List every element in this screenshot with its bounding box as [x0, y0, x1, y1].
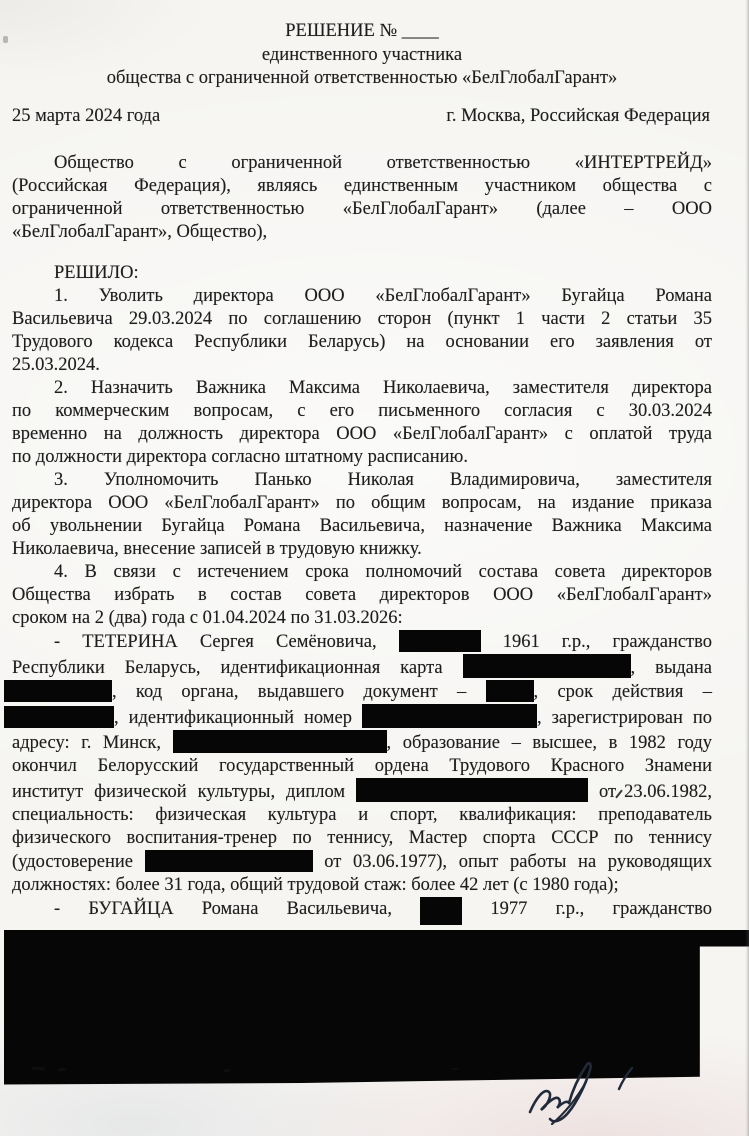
scan-artifact [224, 1069, 230, 1072]
text-line: институт физической культуры, диплом от 23.06.1982, [12, 778, 712, 804]
text-line: Трудового кодекса Республики Беларусь) на основании его заявления от [12, 331, 712, 352]
scan-artifact [58, 1068, 66, 1071]
dateline-date: 25 марта 2024 года [12, 105, 161, 126]
text-line: 2. Назначить Важника Максима Николаевича, заместителя директора [54, 377, 712, 398]
text-line: 3. Уполномочить Панько Николая Владимировича, заместителя [54, 469, 712, 490]
text-line: (Российская Федерация), являясь единственным участником общества с [12, 175, 712, 196]
text-line: - ТЕТЕРИНА Сергея Семёновича, 1961 г.р., гражданство [54, 631, 712, 652]
signature-stroke [550, 1063, 591, 1121]
scan-artifact [32, 1067, 45, 1070]
member-bugayets [12, 897, 712, 925]
item-2 [12, 377, 712, 469]
preamble [12, 152, 712, 244]
dateline [12, 105, 712, 128]
item-4 [12, 561, 712, 630]
redaction-box [399, 630, 481, 652]
text-line: временно на должность директора ООО «БелГлобалГарант» с оплатой труда [12, 423, 712, 444]
redaction-box [145, 850, 313, 872]
item-3 [12, 469, 712, 561]
text-line: директора ООО «БелГлобалГарант» по общим вопросам, на издание приказа [12, 492, 712, 513]
doc-body [12, 152, 712, 1085]
text-line: «БелГлобалГарант», Общество), [12, 221, 268, 242]
document-header [12, 20, 712, 91]
signature-flourish [619, 1068, 632, 1089]
handwritten-signature [506, 1056, 666, 1134]
redaction-box [362, 704, 537, 728]
redaction-box [420, 897, 462, 925]
text-line: 25.03.2024. [12, 354, 100, 375]
text-line: об увольнении Бугайца Романа Васильевича, назначение Важника Максима [12, 515, 712, 536]
text-line: Николаевича, внесение записей в трудовую книжку. [12, 538, 422, 559]
signature-stroke [530, 1091, 569, 1112]
redaction-box [4, 706, 114, 728]
text-line: Васильевича 29.03.2024 по соглашению сторон (пункт 1 части 2 статьи 35 [12, 308, 712, 329]
text-line: по должности директора согласно штатному расписанию. [12, 446, 468, 467]
text-line: - БУГАЙЦА Романа Васильевича, 1977 г.р., гражданство [12, 897, 712, 925]
redaction-box [463, 654, 631, 678]
resolved-heading [12, 262, 712, 285]
text-line: 1. Уволить директора ООО «БелГлобалГарант» Бугайца Романа [54, 285, 712, 306]
redaction-box [4, 680, 112, 702]
text-line: должностях: более 31 года, общий трудовой стаж: более 42 лет (с 1980 года); [12, 874, 619, 895]
scan-artifact [452, 1068, 458, 1070]
text-line: 4. В связи с истечением срока полномочий состава совета директоров [54, 561, 712, 582]
doc-title: РЕШЕНИЕ № ____ [285, 21, 439, 41]
doc-subtitle-participant: единственного участника [261, 44, 463, 65]
item-1 [12, 285, 712, 377]
text-line: Республики Беларусь, идентификационная карта , выдана [12, 654, 712, 680]
text-line: РЕШИЛО: [54, 262, 139, 283]
text-line: , код органа, выдавшего документ – , срок действия – [12, 680, 712, 704]
text-line: адресу: г. Минск, , образование – высшее, в 1982 году [12, 730, 712, 755]
redaction-box [486, 680, 534, 702]
member-teterin [12, 630, 712, 897]
text-line: Общество с ограниченной ответственностью «ИНТЕРТРЕЙД» [54, 152, 712, 173]
text-line: (удостоверение от 03.06.1977), опыт работы на руководящих [12, 851, 713, 872]
dateline-place: г. Москва, Российская Федерация [446, 105, 710, 126]
text-line: , идентификационный номер , зарегистрирован по [12, 704, 712, 730]
text-line: специальность: физическая культура и спорт, квалификация: преподаватель [12, 804, 712, 825]
text-line: сроком на 2 (два) года с 01.04.2024 по 31.03.2026: [12, 607, 403, 628]
redaction-box [173, 730, 387, 753]
pen-mark [615, 789, 623, 798]
text-line: окончил Белорусский государственный ордена Трудового Красного Знамени [12, 755, 712, 776]
text-line: ограниченной ответственностью «БелГлобалГарант» (далее – ООО [12, 198, 712, 219]
text-line: по коммерческим вопросам, с его письменного согласия с 30.03.2024 [12, 400, 712, 421]
redaction-box [356, 778, 588, 802]
text-line: Общества избрать в состав совета директоров ООО «БелГлобалГарант» [12, 584, 712, 605]
doc-subtitle-company: общества с ограниченной ответственностью «БелГлобалГарант» [106, 68, 618, 88]
text-line: физического воспитания-тренер по теннису, Мастер спорта СССР по теннису [12, 827, 712, 848]
